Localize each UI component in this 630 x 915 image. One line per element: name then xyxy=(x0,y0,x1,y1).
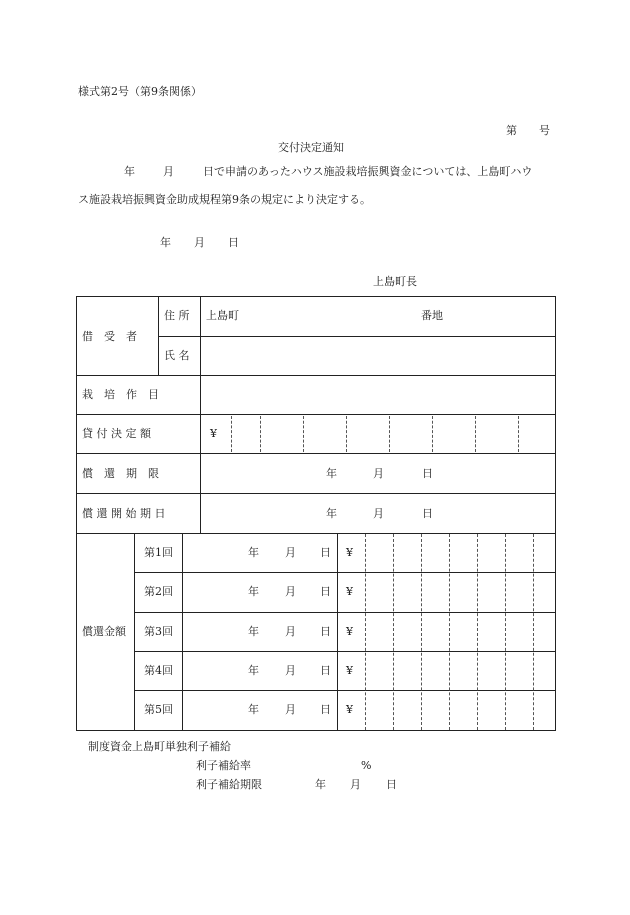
installment-hi: 日 xyxy=(320,625,331,638)
installment-yen: ¥ xyxy=(346,703,353,716)
installment-label-5: 第5回 xyxy=(144,703,173,716)
installment-nen: 年 xyxy=(248,703,259,716)
installment-tsuki: 月 xyxy=(285,625,296,638)
repayment-amount-label: 償還金額 xyxy=(82,625,126,638)
name-label: 氏 名 xyxy=(164,349,190,362)
start-nen: 年 xyxy=(326,507,337,520)
notes-heading: 制度資金上島町単独利子補給 xyxy=(88,740,231,753)
start-tsuki: 月 xyxy=(373,507,384,520)
interest-rate-label: 利子補給率 xyxy=(196,759,251,772)
loan-decision-table xyxy=(76,296,556,731)
interest-period-label: 利子補給期限 xyxy=(196,778,262,791)
installment-nen: 年 xyxy=(248,546,259,559)
repayment-deadline-label: 償 還 期 限 xyxy=(82,467,159,480)
installment-hi: 日 xyxy=(320,664,331,677)
body-tsuki: 月 xyxy=(163,165,174,178)
crop-label: 栽 培 作 目 xyxy=(82,388,159,401)
body-line-1 xyxy=(78,166,532,177)
interest-period-hi: 日 xyxy=(386,778,397,791)
installment-nen: 年 xyxy=(248,625,259,638)
page-title: 交付決定通知 xyxy=(278,141,344,154)
issue-date-hi: 日 xyxy=(228,236,239,249)
deadline-nen: 年 xyxy=(326,467,337,480)
issuer: 上島町長 xyxy=(373,275,417,288)
borrower-label: 借 受 者 xyxy=(82,330,137,343)
interest-period-tsuki: 月 xyxy=(350,778,361,791)
issue-date-tsuki: 月 xyxy=(194,236,205,249)
installment-tsuki: 月 xyxy=(285,703,296,716)
installment-hi: 日 xyxy=(320,546,331,559)
installment-label-4: 第4回 xyxy=(144,664,173,677)
interest-rate-percent: % xyxy=(361,759,372,772)
installment-hi: 日 xyxy=(320,703,331,716)
form-code: 様式第2号（第9条関係） xyxy=(78,85,202,98)
installment-tsuki: 月 xyxy=(285,585,296,598)
installment-yen: ¥ xyxy=(346,664,353,677)
issue-date xyxy=(160,237,239,248)
loan-amount-yen: ¥ xyxy=(210,427,217,440)
doc-number-go: 号 xyxy=(539,124,550,137)
installment-label-1: 第1回 xyxy=(144,546,173,559)
address-value: 上島町 xyxy=(206,309,239,322)
installment-nen: 年 xyxy=(248,585,259,598)
address-banchi: 番地 xyxy=(421,309,443,322)
installment-yen: ¥ xyxy=(346,585,353,598)
deadline-hi: 日 xyxy=(422,467,433,480)
body-line-1-text: 日で申請のあったハウス施設栽培振興資金については、上島町ハウ xyxy=(203,165,533,178)
body-nen: 年 xyxy=(124,165,135,178)
installment-hi: 日 xyxy=(320,585,331,598)
installment-yen: ¥ xyxy=(346,546,353,559)
start-hi: 日 xyxy=(422,507,433,520)
body-line-2: ス施設栽培振興資金助成規程第9条の規定により決定する。 xyxy=(78,193,371,206)
loan-amount-label: 貸 付 決 定 額 xyxy=(82,427,151,440)
repayment-start-label: 償 還 開 始 期 日 xyxy=(82,507,166,520)
interest-period-nen: 年 xyxy=(315,778,326,791)
installment-label-2: 第2回 xyxy=(144,585,173,598)
deadline-tsuki: 月 xyxy=(373,467,384,480)
installment-tsuki: 月 xyxy=(285,546,296,559)
issue-date-nen: 年 xyxy=(160,236,171,249)
installment-label-3: 第3回 xyxy=(144,625,173,638)
address-label: 住 所 xyxy=(164,309,190,322)
installment-yen: ¥ xyxy=(346,625,353,638)
installment-nen: 年 xyxy=(248,664,259,677)
doc-number-dai: 第 xyxy=(506,124,517,137)
installment-tsuki: 月 xyxy=(285,664,296,677)
